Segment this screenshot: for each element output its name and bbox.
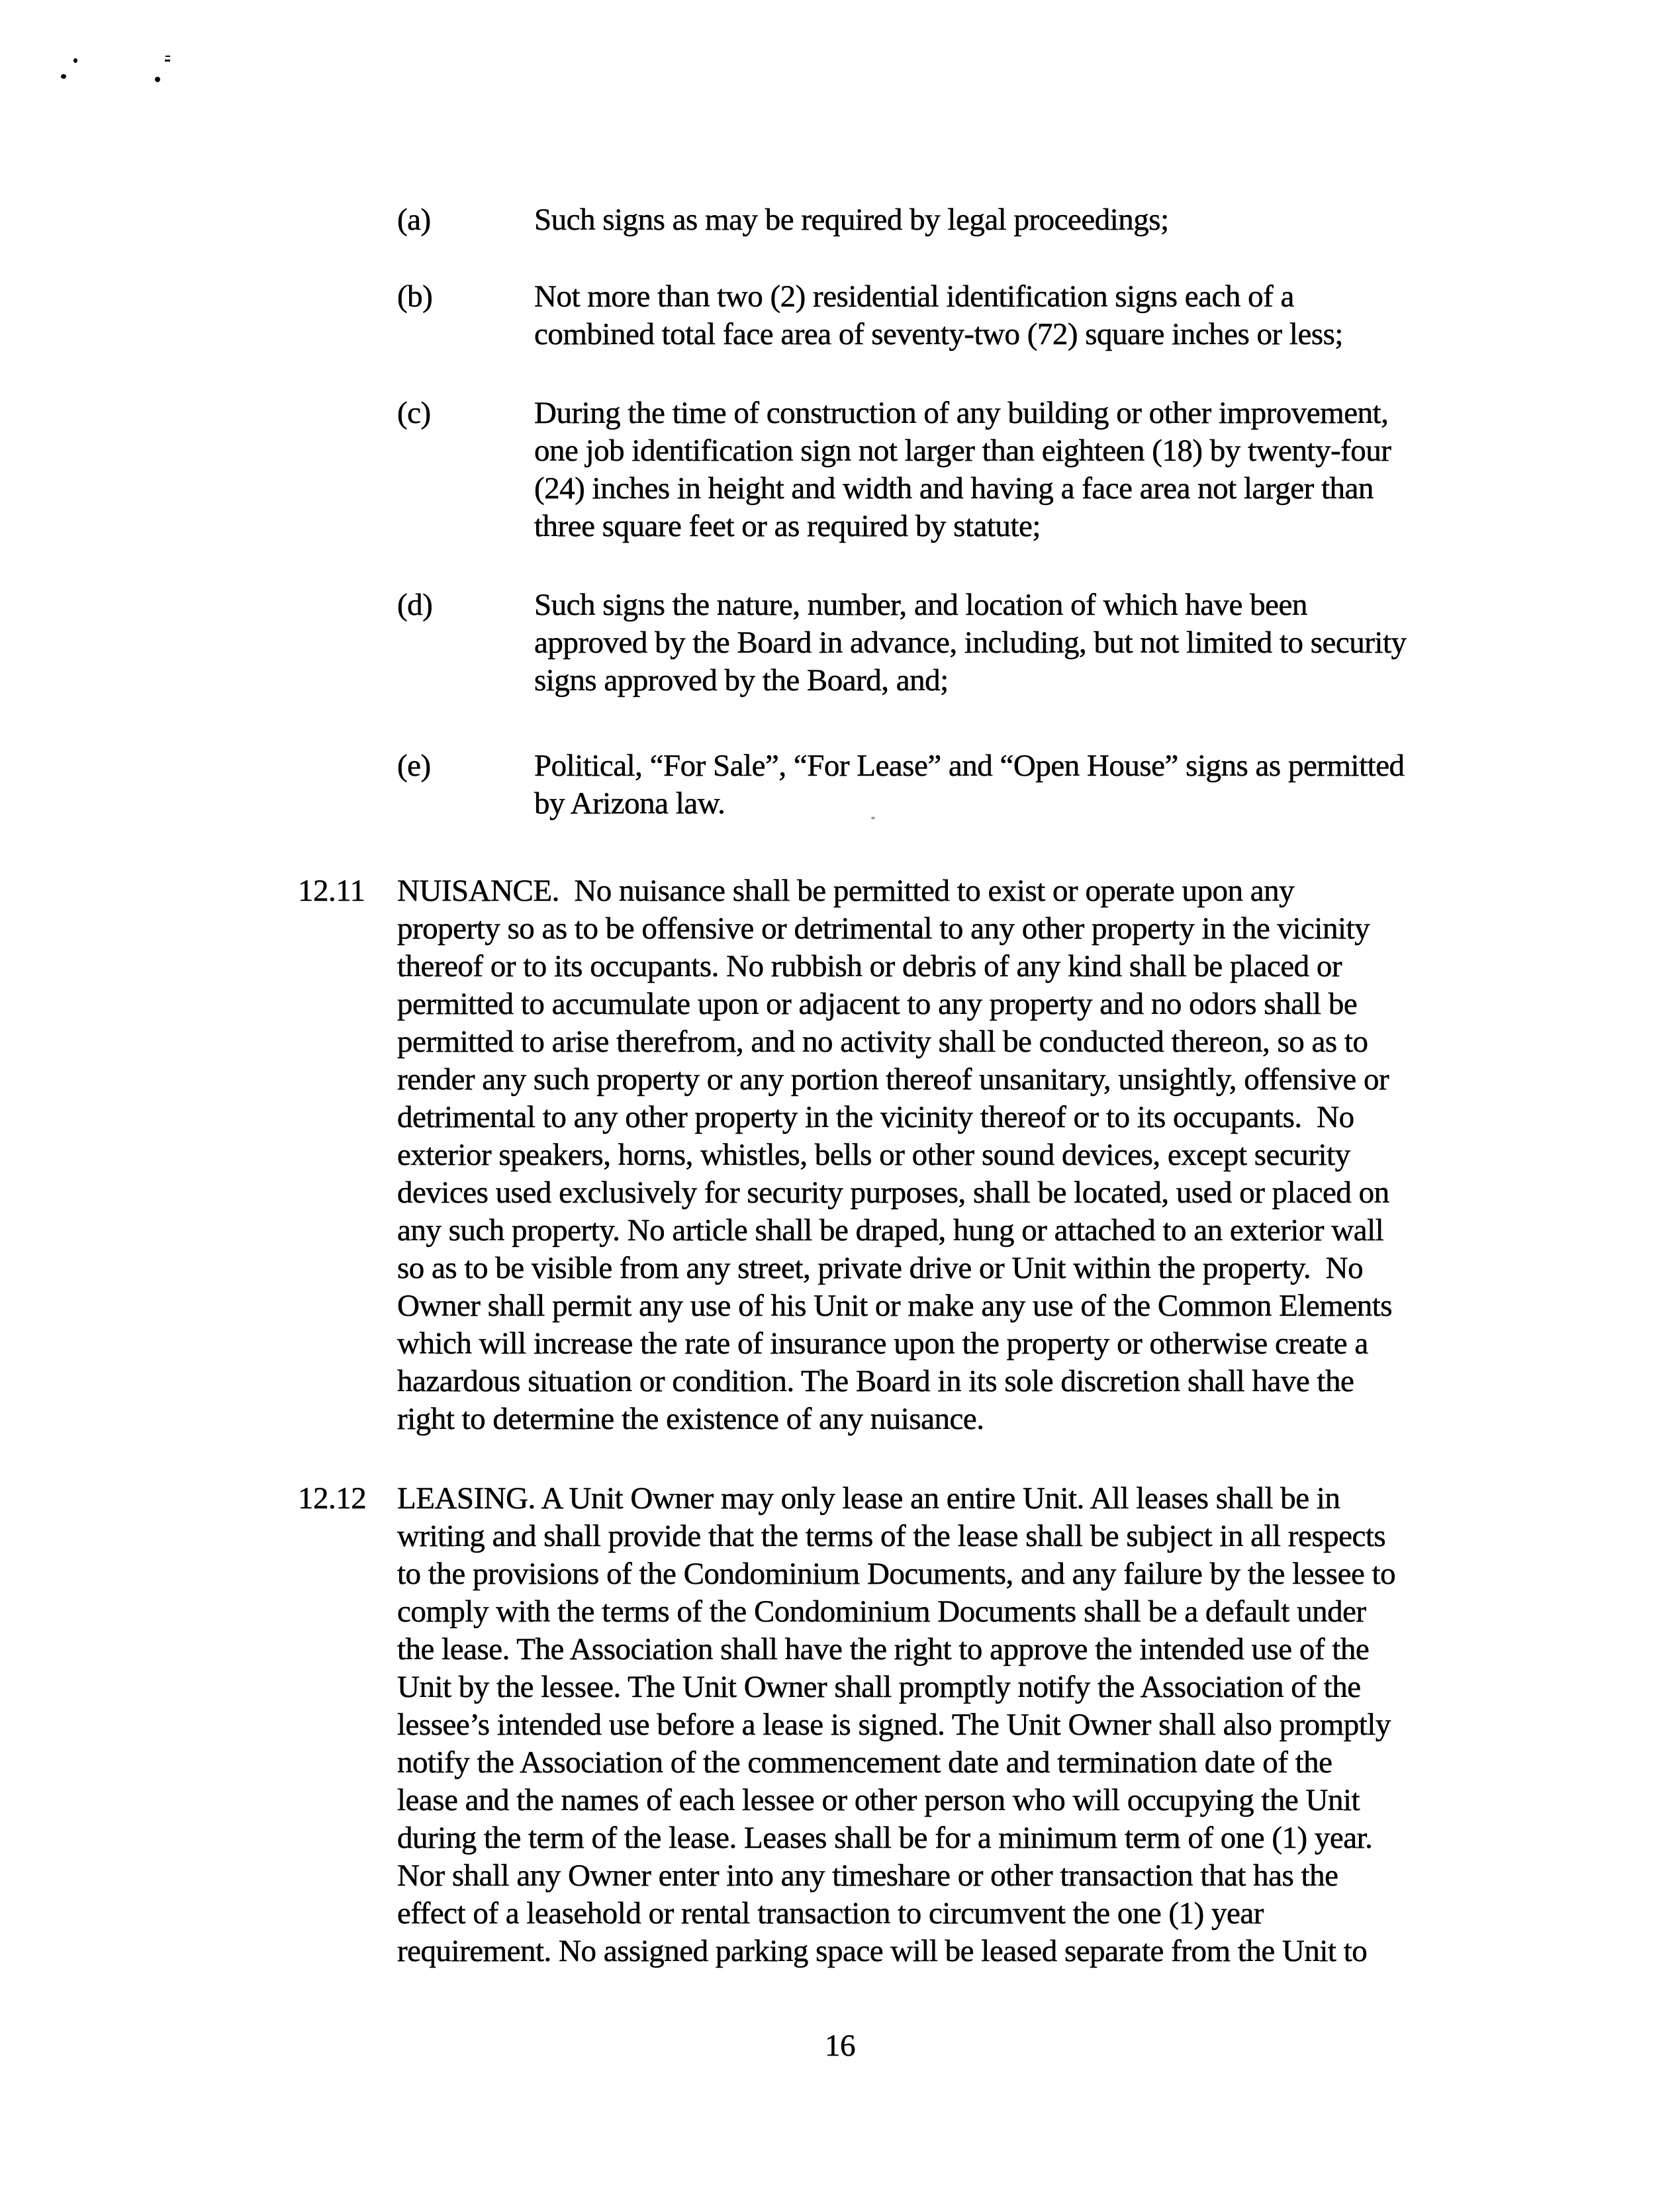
list-item-text xyxy=(534,747,1405,823)
text-line: (24) inches in height and width and having a face area not larger than xyxy=(534,471,1374,506)
text-line: effect of a leasehold or rental transaction to circumvent the one (1) year xyxy=(397,1896,1264,1931)
scan-speck xyxy=(155,77,160,82)
list-item-b xyxy=(397,278,1343,353)
text-line: devices used exclusively for security purposes, shall be located, used or placed on xyxy=(397,1175,1389,1210)
text-line: Political, “For Sale”, “For Lease” and “Open House” signs as permitted xyxy=(534,749,1405,783)
text-line: writing and shall provide that the terms of the lease shall be subject in all respects xyxy=(397,1519,1386,1553)
section-12.11 xyxy=(298,872,1392,1438)
list-item-e xyxy=(397,747,1405,823)
text-line: During the time of construction of any building or other improvement, xyxy=(534,396,1389,430)
page-number: 16 xyxy=(825,2029,855,2063)
text-line: detrimental to any other property in the vicinity thereof or to its occupants. No xyxy=(397,1100,1354,1134)
list-item-text xyxy=(534,278,1343,353)
text-line: by Arizona law. xyxy=(534,786,725,821)
list-item-text xyxy=(534,586,1407,700)
text-line: requirement. No assigned parking space will be leased separate from the Unit to xyxy=(397,1934,1368,1968)
text-line: permitted to accumulate upon or adjacent to any property and no odors shall be xyxy=(397,987,1358,1021)
scan-speck xyxy=(165,60,170,62)
text-line: three square feet or as required by statute; xyxy=(534,509,1041,543)
list-item-a xyxy=(397,201,1169,239)
text-line: permitted to arise therefrom, and no activity shall be conducted thereon, so as to xyxy=(397,1025,1368,1059)
scan-speck xyxy=(61,74,66,79)
text-line: thereof or to its occupants. No rubbish or debris of any kind shall be placed or xyxy=(397,949,1342,983)
text-line: to the provisions of the Condominium Documents, and any failure by the lessee to xyxy=(397,1557,1396,1591)
list-item-label: (a) xyxy=(397,203,431,237)
text-line: Nor shall any Owner enter into any timeshare or other transaction that has the xyxy=(397,1858,1338,1893)
text-line: lease and the names of each lessee or other person who will occupying the Unit xyxy=(397,1783,1360,1817)
text-line: one job identification sign not larger than eighteen (18) by twenty-four xyxy=(534,434,1391,468)
section-text xyxy=(397,872,1392,1438)
text-line: right to determine the existence of any nuisance. xyxy=(397,1402,984,1436)
text-line: comply with the terms of the Condominium Documents shall be a default under xyxy=(397,1594,1366,1629)
text-line: approved by the Board in advance, including, but not limited to security xyxy=(534,625,1407,660)
list-item-label: (c) xyxy=(397,396,431,430)
text-line: Owner shall permit any use of his Unit or make any use of the Common Elements xyxy=(397,1289,1393,1323)
text-line: exterior speakers, horns, whistles, bells or other sound devices, except security xyxy=(397,1138,1350,1172)
text-line: Such signs as may be required by legal proceedings; xyxy=(534,203,1169,237)
text-line: signs approved by the Board, and; xyxy=(534,663,949,698)
text-line: Not more than two (2) residential identification signs each of a xyxy=(534,279,1294,314)
text-line: property so as to be offensive or detrimental to any other property in the vicinity xyxy=(397,911,1370,946)
text-line: lessee’s intended use before a lease is signed. The Unit Owner shall also promptly xyxy=(397,1708,1391,1742)
text-line: render any such property or any portion thereof unsanitary, unsightly, offensive or xyxy=(397,1062,1389,1097)
list-item-d xyxy=(397,586,1407,700)
text-line: Such signs the nature, number, and location of which have been xyxy=(534,588,1307,622)
text-line: during the term of the lease. Leases shall be for a minimum term of one (1) year. xyxy=(397,1821,1373,1855)
section-12.12 xyxy=(298,1480,1395,1970)
text-line: NUISANCE. No nuisance shall be permitted to exist or operate upon any xyxy=(397,874,1295,908)
section-number: 12.11 xyxy=(298,874,365,908)
text-line: which will increase the rate of insurance upon the property or otherwise create a xyxy=(397,1326,1368,1361)
text-line: Unit by the lessee. The Unit Owner shall promptly notify the Association of the xyxy=(397,1670,1361,1704)
scan-speck xyxy=(165,56,170,57)
list-item-label: (d) xyxy=(397,588,433,622)
text-line: the lease. The Association shall have the right to approve the intended use of the xyxy=(397,1632,1370,1667)
list-item-text xyxy=(534,201,1169,239)
list-item-label: (e) xyxy=(397,749,431,783)
list-item-c xyxy=(397,394,1391,545)
list-item-label: (b) xyxy=(397,279,433,314)
text-line: LEASING. A Unit Owner may only lease an entire Unit. All leases shall be in xyxy=(397,1481,1340,1516)
text-line: so as to be visible from any street, private drive or Unit within the property. No xyxy=(397,1251,1364,1285)
text-line: hazardous situation or condition. The Board in its sole discretion shall have the xyxy=(397,1364,1354,1398)
section-number: 12.12 xyxy=(298,1481,367,1516)
text-line: notify the Association of the commencement date and termination date of the xyxy=(397,1745,1332,1780)
scan-speck xyxy=(73,58,77,63)
text-line: combined total face area of seventy-two (72) square inches or less; xyxy=(534,317,1343,351)
list-item-text xyxy=(534,394,1391,545)
section-text xyxy=(397,1480,1395,1970)
text-line: any such property. No article shall be draped, hung or attached to an exterior wall xyxy=(397,1213,1384,1248)
